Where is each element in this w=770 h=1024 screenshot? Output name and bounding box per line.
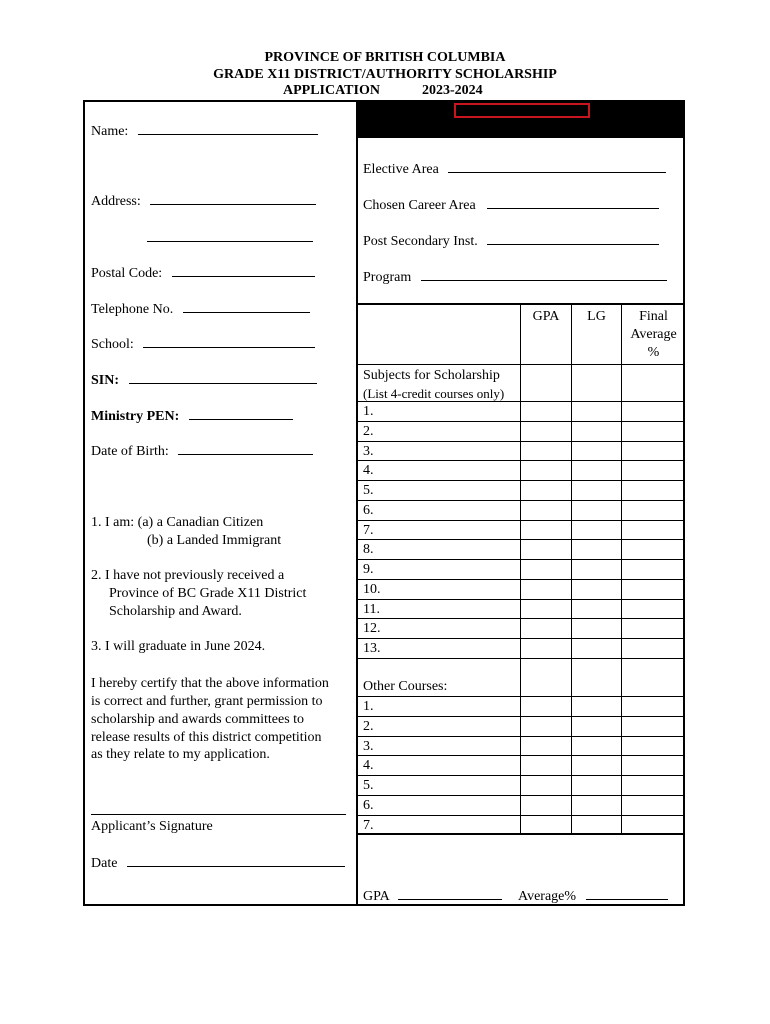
total-average-label: Average% xyxy=(518,889,577,904)
subject-row-line xyxy=(357,539,685,540)
table-header-separator xyxy=(357,364,685,365)
statement-3: 3. I will graduate in June 2024. xyxy=(91,639,266,654)
statement-1-a: 1. I am: (a) a Canadian Citizen xyxy=(91,515,264,530)
pen-label: Ministry PEN: xyxy=(91,409,180,424)
other-course-row-line xyxy=(357,736,685,737)
school-label: School: xyxy=(91,337,134,352)
title-year: 2023-2024 xyxy=(422,83,483,98)
pen-field[interactable] xyxy=(91,406,293,425)
subject-row-line xyxy=(357,559,685,560)
total-average-input-line[interactable] xyxy=(586,886,668,900)
subject-row-label: 8. xyxy=(363,542,374,558)
total-gpa-input-line[interactable] xyxy=(398,886,502,900)
statement-2-c: Scholarship and Award. xyxy=(109,604,242,619)
telephone-label: Telephone No. xyxy=(91,302,174,317)
other-courses-title: Other Courses: xyxy=(363,679,448,694)
column-header-gpa: GPA xyxy=(532,309,560,324)
subject-row-line xyxy=(357,618,685,619)
other-course-row-line xyxy=(357,696,685,697)
other-course-row-label: 4. xyxy=(363,758,374,774)
signature-line[interactable] xyxy=(91,814,346,815)
program-label: Program xyxy=(363,270,412,285)
program-input-line[interactable] xyxy=(421,267,667,281)
date-input-line[interactable] xyxy=(127,853,345,867)
subject-row-line xyxy=(357,599,685,600)
subject-row-line xyxy=(357,480,685,481)
column-header-final-1: Final xyxy=(639,309,668,324)
dob-field[interactable] xyxy=(91,441,313,460)
postal-code-input-line[interactable] xyxy=(172,263,315,277)
telephone-input-line[interactable] xyxy=(183,299,310,313)
subject-row-label: 6. xyxy=(363,502,374,518)
post-secondary-label: Post Secondary Inst. xyxy=(363,234,478,249)
subject-row-label: 9. xyxy=(363,562,374,577)
table-top-border xyxy=(357,303,685,305)
telephone-field[interactable] xyxy=(91,299,310,318)
other-course-row-line xyxy=(357,716,685,717)
statement-2-a: 2. I have not previously received a xyxy=(91,568,285,583)
postal-code-field[interactable] xyxy=(91,263,315,282)
subject-row-label: 2. xyxy=(363,423,374,439)
table-col-divider-final xyxy=(621,305,622,833)
subject-row-label: 7. xyxy=(363,522,374,538)
name-field[interactable] xyxy=(91,121,318,140)
address-input-line-1[interactable] xyxy=(150,191,316,205)
other-course-row-label: 6. xyxy=(363,797,374,813)
other-course-row-line xyxy=(357,775,685,776)
subject-row-label: 13. xyxy=(363,641,381,656)
statement-1-b: (b) a Landed Immigrant xyxy=(147,533,282,548)
address-field[interactable] xyxy=(91,191,316,210)
column-header-final-2: Average xyxy=(630,327,677,342)
address-label: Address: xyxy=(91,194,141,209)
table-col-divider-lg xyxy=(571,305,572,833)
certify-line-4: release results of this district competition xyxy=(91,730,322,745)
subjects-title: Subjects for Scholarship xyxy=(363,368,500,383)
other-course-row-label: 1. xyxy=(363,699,374,714)
table-col-divider-gpa xyxy=(520,305,521,833)
name-input-line[interactable] xyxy=(138,121,318,135)
subject-row-line xyxy=(357,421,685,422)
dob-input-line[interactable] xyxy=(178,441,313,455)
career-area-label: Chosen Career Area xyxy=(363,198,476,213)
certify-line-2: is correct and further, grant permission to xyxy=(91,694,323,709)
subject-row-label: 10. xyxy=(363,581,381,597)
signature-label: Applicant’s Signature xyxy=(91,819,213,834)
table-bottom-border xyxy=(357,833,685,835)
certify-line-3: scholarship and awards committees to xyxy=(91,712,305,727)
pen-input-line[interactable] xyxy=(189,406,293,420)
column-header-lg: LG xyxy=(587,309,606,324)
subject-row-label: 12. xyxy=(363,621,381,637)
form-frame xyxy=(83,100,685,906)
other-course-row-label: 7. xyxy=(363,817,374,833)
program-field[interactable] xyxy=(363,267,667,286)
elective-area-input-line[interactable] xyxy=(448,159,666,173)
statement-2-b: Province of BC Grade X11 District xyxy=(109,586,307,601)
subject-row-line xyxy=(357,579,685,580)
highlight-box xyxy=(454,103,590,118)
subject-row-line xyxy=(357,460,685,461)
date-field[interactable] xyxy=(91,853,345,872)
school-input-line[interactable] xyxy=(143,334,315,348)
subject-row-line xyxy=(357,441,685,442)
dob-label: Date of Birth: xyxy=(91,444,169,459)
sin-input-line[interactable] xyxy=(129,370,317,384)
post-secondary-field[interactable] xyxy=(363,231,659,250)
sin-label: SIN: xyxy=(91,373,120,388)
subject-row-label: 11. xyxy=(363,601,380,617)
subjects-note: (List 4-credit courses only) xyxy=(363,386,505,401)
total-average-field[interactable] xyxy=(518,886,668,905)
subject-row-line xyxy=(357,638,685,639)
subject-row-line xyxy=(357,401,685,402)
subject-row-label: 5. xyxy=(363,483,374,498)
address-input-line-2[interactable] xyxy=(147,241,313,242)
column-divider xyxy=(356,101,358,906)
title-application: APPLICATION xyxy=(283,83,380,98)
subject-row-label: 4. xyxy=(363,463,374,479)
other-course-row-label: 3. xyxy=(363,738,374,754)
subject-row-label: 1. xyxy=(363,404,374,419)
total-gpa-label: GPA xyxy=(363,889,389,904)
elective-area-label: Elective Area xyxy=(363,162,439,177)
subject-row-label: 3. xyxy=(363,443,374,459)
subject-row-line xyxy=(357,500,685,501)
post-secondary-input-line[interactable] xyxy=(487,231,659,245)
school-field[interactable] xyxy=(91,334,315,353)
other-course-row-label: 2. xyxy=(363,718,374,734)
sin-field[interactable] xyxy=(91,370,317,389)
name-label: Name: xyxy=(91,124,129,139)
title-line-1: PROVINCE OF BRITISH COLUMBIA xyxy=(264,50,506,65)
subject-row-line xyxy=(357,520,685,521)
title-line-2: GRADE X11 DISTRICT/AUTHORITY SCHOLARSHIP xyxy=(213,67,557,82)
subjects-bottom-separator xyxy=(357,658,685,659)
career-area-input-line[interactable] xyxy=(487,195,659,209)
total-gpa-field[interactable] xyxy=(363,886,502,905)
other-course-row-line xyxy=(357,815,685,816)
certify-line-5: as they relate to my application. xyxy=(91,747,270,762)
career-area-field[interactable] xyxy=(363,195,659,214)
column-header-final-3: % xyxy=(647,345,660,360)
postal-code-label: Postal Code: xyxy=(91,266,163,281)
date-label: Date xyxy=(91,856,118,871)
elective-area-field[interactable] xyxy=(363,159,666,178)
other-course-row-line xyxy=(357,795,685,796)
certify-line-1: I hereby certify that the above information xyxy=(91,676,329,691)
other-course-row-line xyxy=(357,755,685,756)
other-course-row-label: 5. xyxy=(363,778,374,793)
